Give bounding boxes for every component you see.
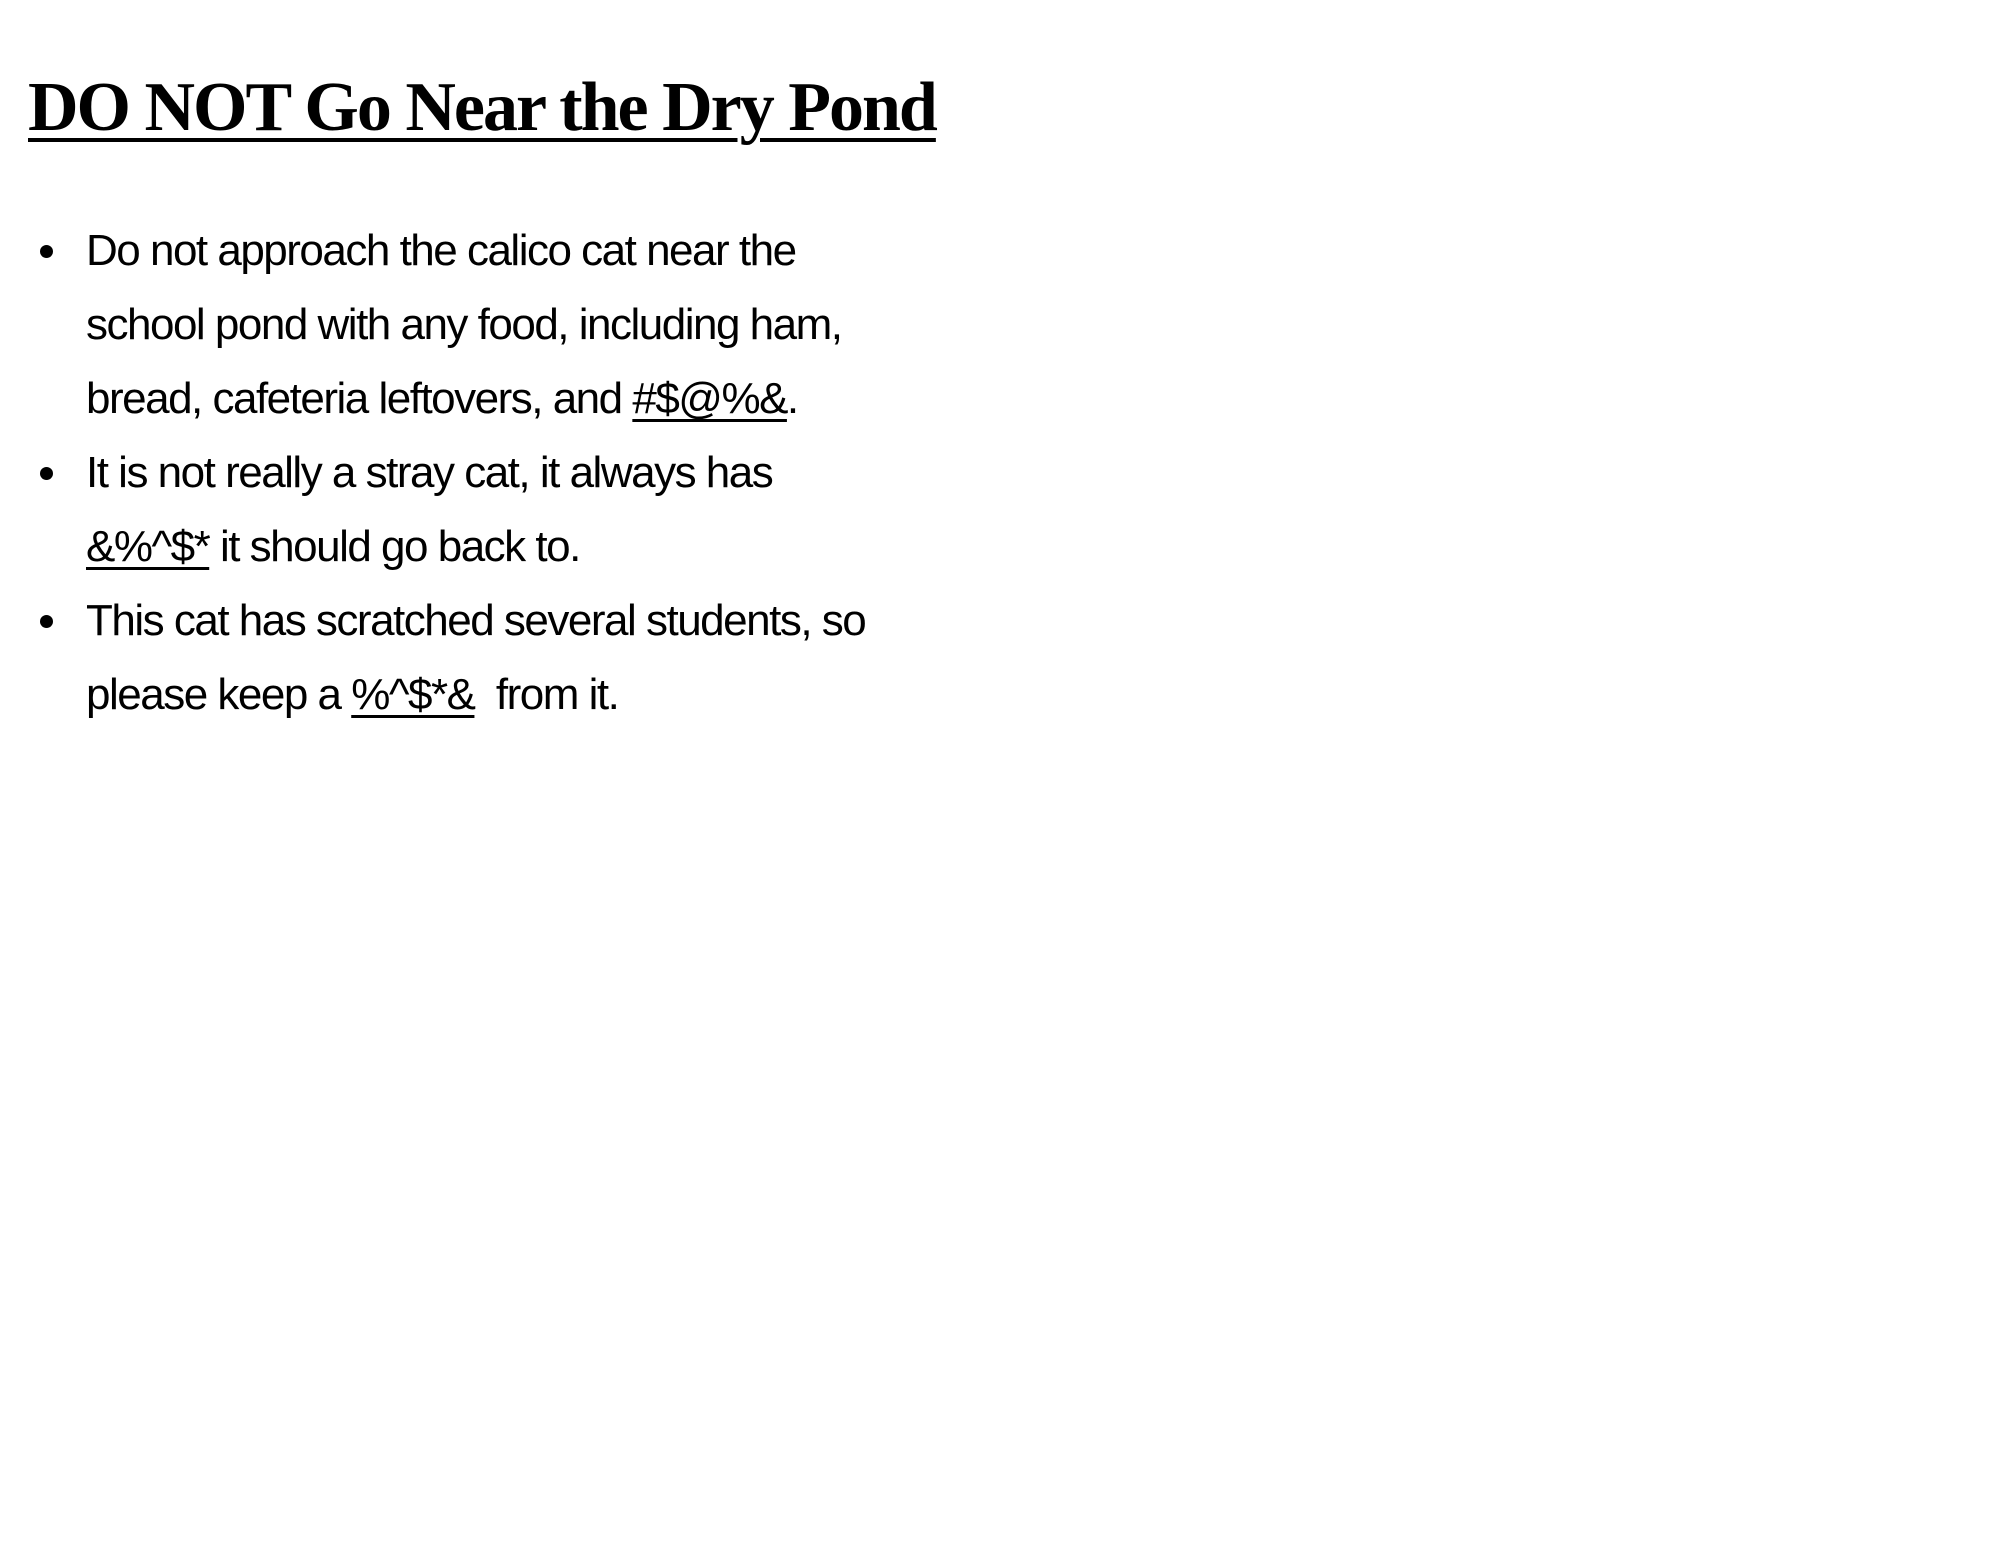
bullet-icon xyxy=(40,615,53,628)
list-item xyxy=(28,584,986,732)
text-line: school pond with any food, including ham, xyxy=(86,300,842,349)
bullet-text xyxy=(86,596,865,719)
text-fragment: it should go back to. xyxy=(209,522,580,571)
document-page xyxy=(28,62,1008,732)
censored-word: #$@%& xyxy=(632,374,787,423)
bullet-text xyxy=(86,226,841,423)
text-line: bread, cafeteria leftovers, and xyxy=(86,374,633,423)
text-line: Do not approach the calico cat near the xyxy=(86,226,796,275)
text-line: It is not really a stray cat, it always has xyxy=(86,448,773,497)
list-item xyxy=(28,436,986,584)
censored-word: %^$*& xyxy=(351,670,475,719)
bullet-text xyxy=(86,448,772,571)
bullet-icon xyxy=(40,467,53,480)
text-fragment: please keep a xyxy=(86,670,352,719)
text-line: This cat has scratched several students, so xyxy=(86,596,866,645)
text-fragment: . xyxy=(786,374,798,423)
censored-word: &%^$* xyxy=(86,522,210,571)
text-fragment: from it. xyxy=(474,670,619,719)
page-title: DO NOT Go Near the Dry Pond xyxy=(28,69,936,146)
bullet-icon xyxy=(40,245,53,258)
list-item xyxy=(28,214,986,436)
warning-list xyxy=(28,214,1008,732)
